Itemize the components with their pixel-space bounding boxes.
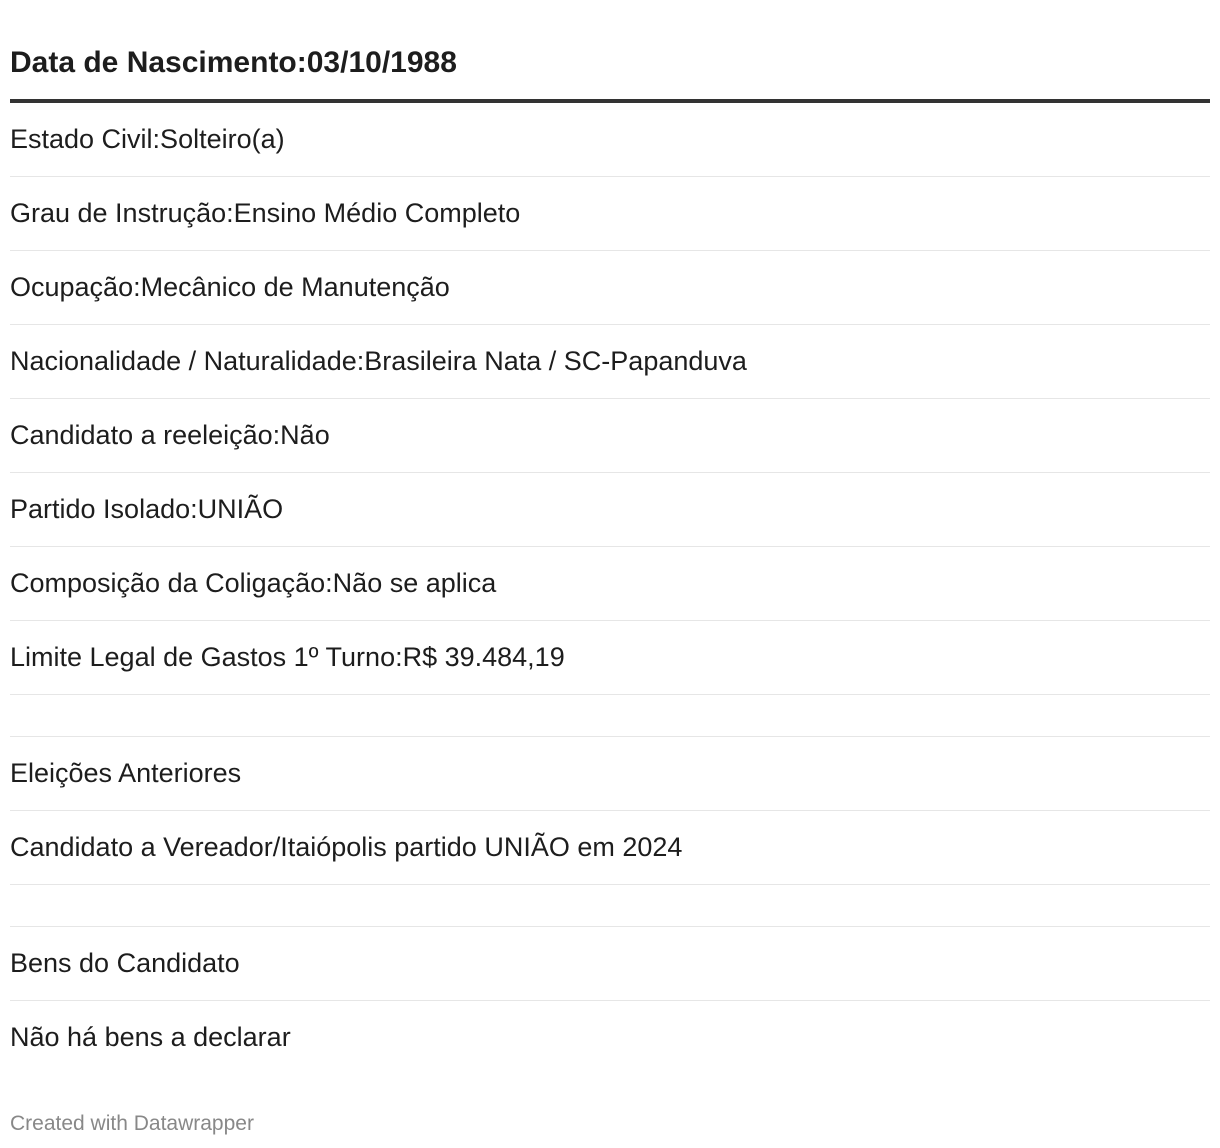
- table-row: [10, 473, 1210, 547]
- table-row: [10, 103, 1210, 177]
- data-table: [10, 0, 1210, 1074]
- table-cell: Limite Legal de Gastos 1º Turno:R$ 39.484,19: [10, 642, 565, 672]
- table-row-empty: [10, 695, 1210, 737]
- table-cell: Composição da Coligação:Não se aplica: [10, 568, 497, 598]
- table-cell: Nacionalidade / Naturalidade:Brasileira Nata / SC-Papanduva: [10, 346, 747, 376]
- table-cell: Ocupação:Mecânico de Manutenção: [10, 272, 450, 302]
- table-row: [10, 1001, 1210, 1074]
- table-cell: Partido Isolado:UNIÃO: [10, 494, 284, 524]
- table-row: [10, 177, 1210, 251]
- table-cell: Não há bens a declarar: [10, 1022, 291, 1052]
- table-cell: Grau de Instrução:Ensino Médio Completo: [10, 198, 521, 228]
- table-row: [10, 325, 1210, 399]
- table-row: [10, 927, 1210, 1001]
- table-cell: Eleições Anteriores: [10, 758, 242, 788]
- table-row-empty: [10, 885, 1210, 927]
- footer-credit: Created with Datawrapper: [10, 1112, 254, 1135]
- table-row: [10, 547, 1210, 621]
- table-row: [10, 399, 1210, 473]
- table-cell: Candidato a Vereador/Itaiópolis partido UNIÃO em 2024: [10, 832, 683, 862]
- table-row: [10, 811, 1210, 885]
- table-row: [10, 737, 1210, 811]
- table-cell: Bens do Candidato: [10, 948, 240, 978]
- table-cell: Candidato a reeleição:Não: [10, 420, 330, 450]
- table-row: [10, 621, 1210, 695]
- table-cell: Estado Civil:Solteiro(a): [10, 124, 285, 154]
- header-cell: Data de Nascimento:03/10/1988: [10, 46, 457, 79]
- table-row: [10, 251, 1210, 325]
- table-header: [10, 0, 1210, 103]
